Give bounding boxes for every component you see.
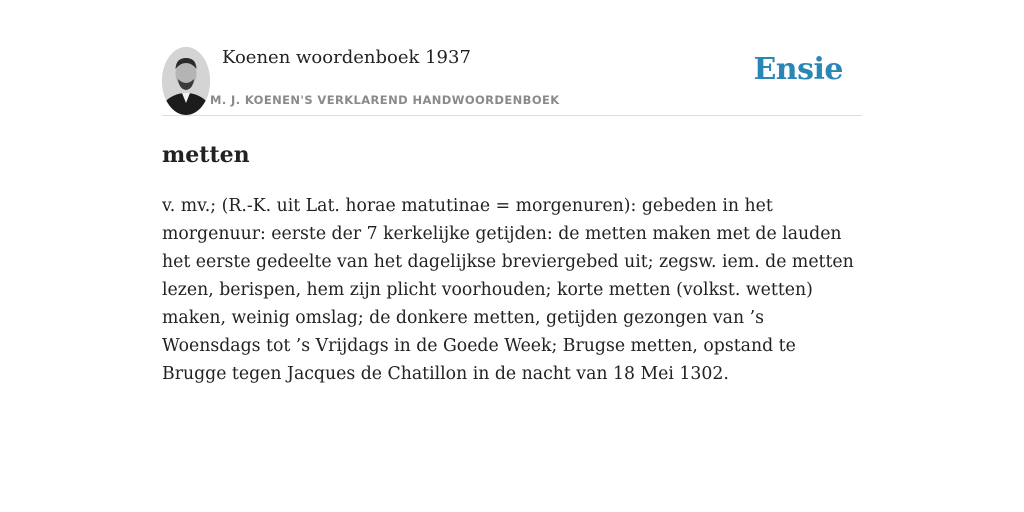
dictionary-subtitle: M. J. KOENEN'S VERKLAREND HANDWOORDENBOEK: [210, 93, 560, 107]
ensie-logo-link[interactable]: Ensie: [753, 52, 843, 87]
dictionary-title[interactable]: Koenen woordenboek 1937: [222, 47, 471, 68]
dictionary-header: [162, 0, 862, 116]
entry-headword: metten: [162, 142, 250, 168]
page-container: [162, 0, 862, 512]
entry-definition: v. mv.; (R.-K. uit Lat. horae matutinae = morgenuren): gebeden in het morgenuur: eerste der 7 kerkelijke getijden: de metten maken met de lauden het eerste gedeelte van het dagelijkse breviergebed uit; zegsw. iem. de metten lezen, berispen, hem zijn plicht voorhouden; korte metten (volkst. wetten) maken, weinig omslag; de donkere metten, getijden gezongen van ’s Woensdags tot ’s Vrijdags in de Goede Week; Brugse metten, opstand te Brugge tegen Jacques de Chatillon in de nacht van 18 Mei 1302.: [162, 196, 854, 384]
author-portrait-icon: [162, 47, 210, 115]
